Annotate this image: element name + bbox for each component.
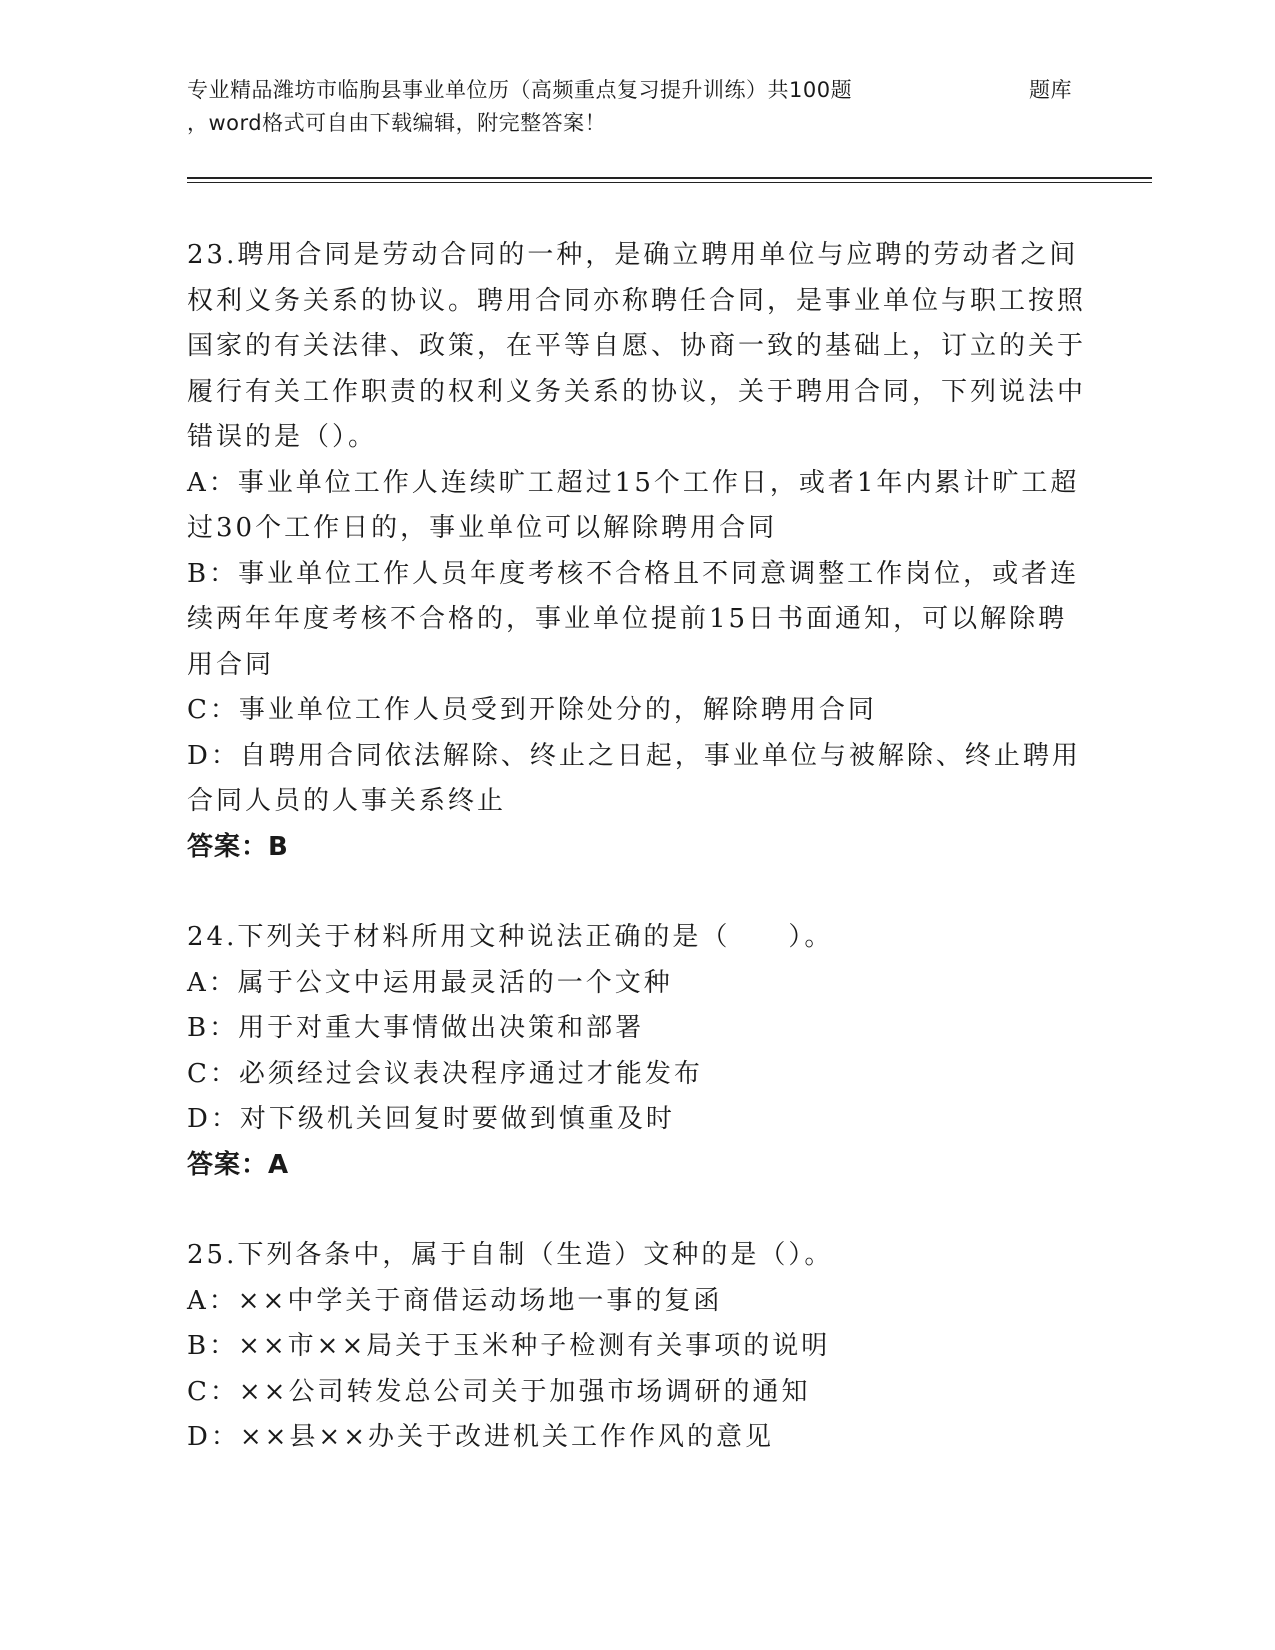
answer: 答案：A — [187, 1149, 290, 1180]
option-c: C：必须经过会议表决程序通过才能发布 — [187, 1058, 703, 1089]
option-a: A：事业单位工作人连续旷工超过15个工作日，或者1年内累计旷工超过30个工作日的，事业单位可以解除聘用合同 — [187, 467, 1080, 543]
question-list — [187, 233, 1087, 1506]
header-title: 专业精品潍坊市临朐县事业单位历（高频重点复习提升训练）共100题 — [187, 78, 853, 102]
question-23 — [187, 233, 1087, 870]
page-header — [187, 74, 1107, 140]
question-stem: 24.下列关于材料所用文种说法正确的是（ ）。 — [187, 922, 834, 952]
question-stem: 25.下列各条中，属于自制（生造）文种的是（）。 — [187, 1240, 834, 1270]
question-stem: 23.聘用合同是劳动合同的一种，是确立聘用单位与应聘的劳动者之间权利义务关系的协议。聘用合同亦称聘任合同，是事业单位与职工按照国家的有关法律、政策，在平等自愿、协商一致的基础上，订立的关于履行有关工作职责的权利义务关系的协议，关于聘用合同，下列说法中错误的是（）。 — [187, 240, 1087, 452]
option-c: C：事业单位工作人员受到开除处分的，解除聘用合同 — [187, 695, 877, 725]
option-a: A：属于公文中运用最灵活的一个文种 — [187, 967, 673, 998]
answer: 答案：B — [187, 831, 289, 862]
option-b: B：事业单位工作人员年度考核不合格且不同意调整工作岗位，或者连续两年年度考核不合格的，事业单位提前15日书面通知，可以解除聘用合同 — [187, 558, 1080, 680]
header-tag: 题库 — [1029, 78, 1072, 102]
option-d: D：××县××办关于改进机关工作作风的意见 — [187, 1422, 774, 1452]
option-b: B：××市××局关于玉米种子检测有关事项的说明 — [187, 1331, 831, 1361]
option-d: D：对下级机关回复时要做到慎重及时 — [187, 1104, 675, 1134]
header-divider-thin — [187, 182, 1152, 183]
header-divider-thick — [187, 177, 1152, 179]
option-d: D：自聘用合同依法解除、终止之日起，事业单位与被解除、终止聘用合同人员的人事关系终止 — [187, 740, 1081, 816]
question-24 — [187, 915, 1087, 1188]
option-c: C：××公司转发总公司关于加强市场调研的通知 — [187, 1376, 811, 1407]
option-b: B：用于对重大事情做出决策和部署 — [187, 1013, 645, 1043]
header-line-2: ，word格式可自由下载编辑，附完整答案！ — [187, 111, 607, 135]
header-line-1 — [187, 74, 1107, 107]
option-a: A：××中学关于商借运动场地一事的复函 — [187, 1285, 723, 1316]
question-25 — [187, 1233, 1087, 1461]
